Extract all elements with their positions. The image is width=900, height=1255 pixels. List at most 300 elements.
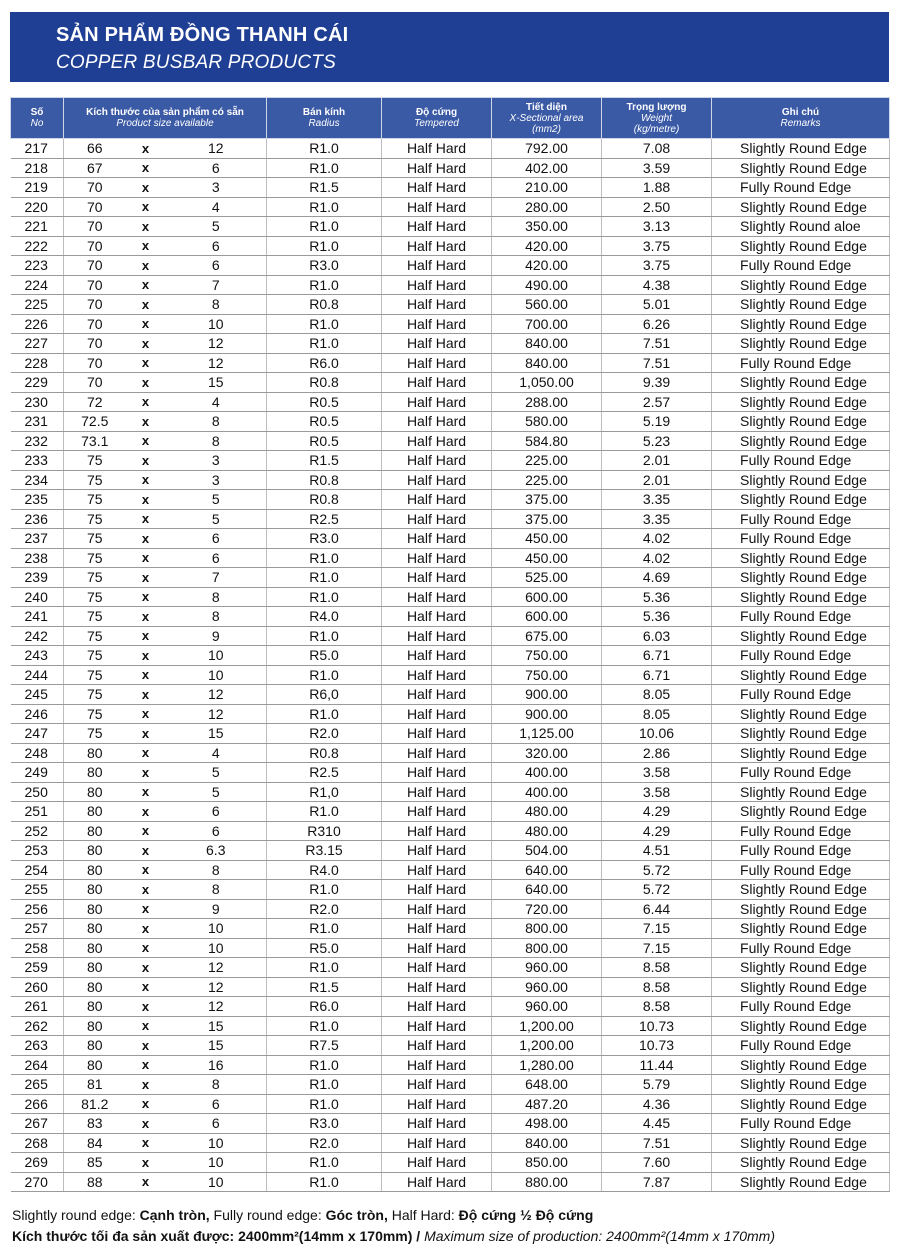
radius-value: R0.5 <box>267 412 382 432</box>
row-number: 265 <box>11 1075 64 1095</box>
weight-value: 8.05 <box>602 685 712 705</box>
area-value: 487.20 <box>492 1094 602 1114</box>
radius-value: R1.0 <box>267 548 382 568</box>
tempered-value: Half Hard <box>382 256 492 276</box>
area-value: 320.00 <box>492 743 602 763</box>
area-value: 490.00 <box>492 275 602 295</box>
size-width: 80 <box>64 977 126 997</box>
size-thickness: 15 <box>166 1016 267 1036</box>
tempered-value: Half Hard <box>382 977 492 997</box>
size-times-sign: x <box>126 392 166 412</box>
size-width: 83 <box>64 1114 126 1134</box>
weight-value: 5.79 <box>602 1075 712 1095</box>
title-banner <box>10 12 889 82</box>
area-value: 720.00 <box>492 899 602 919</box>
size-width: 80 <box>64 743 126 763</box>
area-value: 960.00 <box>492 977 602 997</box>
area-value: 840.00 <box>492 353 602 373</box>
table-row <box>11 724 890 744</box>
footnote-segment: Độ cứng ½ Độ cứng <box>458 1207 594 1223</box>
table-row <box>11 899 890 919</box>
size-times-sign: x <box>126 821 166 841</box>
size-thickness: 7 <box>166 275 267 295</box>
weight-value: 10.06 <box>602 724 712 744</box>
weight-value: 4.51 <box>602 841 712 861</box>
row-number: 259 <box>11 958 64 978</box>
table-row <box>11 275 890 295</box>
size-times-sign: x <box>126 997 166 1017</box>
size-width: 67 <box>64 158 126 178</box>
footnote-segment: Fully round edge: <box>209 1207 326 1223</box>
table-row <box>11 1075 890 1095</box>
size-thickness: 16 <box>166 1055 267 1075</box>
remarks-value: Fully Round Edge <box>712 1036 890 1056</box>
weight-value: 7.60 <box>602 1153 712 1173</box>
remarks-value: Fully Round Edge <box>712 178 890 198</box>
tempered-value: Half Hard <box>382 1133 492 1153</box>
size-thickness: 12 <box>166 353 267 373</box>
radius-value: R1.0 <box>267 919 382 939</box>
size-width: 72.5 <box>64 412 126 432</box>
table-row <box>11 880 890 900</box>
tempered-value: Half Hard <box>382 724 492 744</box>
size-thickness: 12 <box>166 334 267 354</box>
row-number: 231 <box>11 412 64 432</box>
weight-value: 8.58 <box>602 958 712 978</box>
row-number: 244 <box>11 665 64 685</box>
remarks-value: Slightly Round Edge <box>712 470 890 490</box>
col-header-no: Số No <box>11 98 64 139</box>
size-width: 75 <box>64 509 126 529</box>
size-times-sign: x <box>126 1172 166 1192</box>
radius-value: R0.8 <box>267 743 382 763</box>
radius-value: R1.0 <box>267 665 382 685</box>
radius-value: R0.5 <box>267 392 382 412</box>
row-number: 228 <box>11 353 64 373</box>
weight-value: 5.72 <box>602 880 712 900</box>
size-width: 80 <box>64 782 126 802</box>
product-table <box>10 97 890 1192</box>
radius-value: R2.5 <box>267 763 382 783</box>
area-value: 450.00 <box>492 548 602 568</box>
size-times-sign: x <box>126 431 166 451</box>
size-times-sign: x <box>126 743 166 763</box>
remarks-value: Fully Round Edge <box>712 1114 890 1134</box>
weight-value: 4.69 <box>602 568 712 588</box>
tempered-value: Half Hard <box>382 470 492 490</box>
table-row <box>11 685 890 705</box>
size-thickness: 6.3 <box>166 841 267 861</box>
tempered-value: Half Hard <box>382 373 492 393</box>
size-times-sign: x <box>126 977 166 997</box>
row-number: 236 <box>11 509 64 529</box>
area-value: 900.00 <box>492 704 602 724</box>
size-thickness: 6 <box>166 802 267 822</box>
radius-value: R3.0 <box>267 529 382 549</box>
remarks-value: Fully Round Edge <box>712 353 890 373</box>
footnote-segment: Cạnh tròn, <box>139 1207 210 1223</box>
table-row <box>11 509 890 529</box>
radius-value: R6.0 <box>267 997 382 1017</box>
table-row <box>11 743 890 763</box>
remarks-value: Slightly Round Edge <box>712 431 890 451</box>
remarks-value: Slightly Round Edge <box>712 236 890 256</box>
table-row <box>11 1036 890 1056</box>
remarks-value: Fully Round Edge <box>712 821 890 841</box>
size-thickness: 15 <box>166 1036 267 1056</box>
size-thickness: 9 <box>166 899 267 919</box>
weight-value: 1.88 <box>602 178 712 198</box>
size-width: 80 <box>64 763 126 783</box>
tempered-value: Half Hard <box>382 1172 492 1192</box>
table-row <box>11 977 890 997</box>
table-row <box>11 782 890 802</box>
size-thickness: 12 <box>166 977 267 997</box>
table-row <box>11 470 890 490</box>
table-row <box>11 353 890 373</box>
remarks-value: Fully Round Edge <box>712 841 890 861</box>
size-width: 75 <box>64 704 126 724</box>
size-width: 81.2 <box>64 1094 126 1114</box>
row-number: 221 <box>11 217 64 237</box>
size-width: 85 <box>64 1153 126 1173</box>
size-thickness: 9 <box>166 626 267 646</box>
tempered-value: Half Hard <box>382 704 492 724</box>
size-times-sign: x <box>126 178 166 198</box>
size-thickness: 10 <box>166 665 267 685</box>
size-times-sign: x <box>126 1055 166 1075</box>
radius-value: R1.0 <box>267 802 382 822</box>
size-thickness: 10 <box>166 938 267 958</box>
area-value: 288.00 <box>492 392 602 412</box>
size-width: 70 <box>64 353 126 373</box>
tempered-value: Half Hard <box>382 353 492 373</box>
table-row <box>11 821 890 841</box>
row-number: 250 <box>11 782 64 802</box>
table-row <box>11 1016 890 1036</box>
area-value: 800.00 <box>492 919 602 939</box>
tempered-value: Half Hard <box>382 529 492 549</box>
radius-value: R0.8 <box>267 490 382 510</box>
row-number: 262 <box>11 1016 64 1036</box>
table-row <box>11 802 890 822</box>
area-value: 840.00 <box>492 1133 602 1153</box>
size-thickness: 3 <box>166 178 267 198</box>
size-times-sign: x <box>126 470 166 490</box>
size-thickness: 6 <box>166 256 267 276</box>
page-title-vietnamese: SẢN PHẨM ĐỒNG THANH CÁI <box>56 24 349 46</box>
table-row <box>11 412 890 432</box>
remarks-value: Slightly Round Edge <box>712 295 890 315</box>
radius-value: R1.0 <box>267 587 382 607</box>
area-value: 225.00 <box>492 451 602 471</box>
area-value: 400.00 <box>492 782 602 802</box>
tempered-value: Half Hard <box>382 1055 492 1075</box>
row-number: 238 <box>11 548 64 568</box>
table-row <box>11 607 890 627</box>
tempered-value: Half Hard <box>382 139 492 159</box>
weight-value: 6.71 <box>602 646 712 666</box>
weight-value: 4.29 <box>602 821 712 841</box>
remarks-value: Slightly Round Edge <box>712 919 890 939</box>
size-times-sign: x <box>126 568 166 588</box>
weight-value: 3.35 <box>602 509 712 529</box>
size-times-sign: x <box>126 958 166 978</box>
remarks-value: Slightly Round Edge <box>712 548 890 568</box>
size-times-sign: x <box>126 782 166 802</box>
row-number: 229 <box>11 373 64 393</box>
weight-value: 8.58 <box>602 977 712 997</box>
row-number: 253 <box>11 841 64 861</box>
size-thickness: 5 <box>166 217 267 237</box>
footnotes <box>12 1205 775 1247</box>
tempered-value: Half Hard <box>382 314 492 334</box>
size-thickness: 4 <box>166 392 267 412</box>
size-thickness: 4 <box>166 743 267 763</box>
remarks-value: Fully Round Edge <box>712 509 890 529</box>
size-times-sign: x <box>126 646 166 666</box>
size-times-sign: x <box>126 1036 166 1056</box>
table-row <box>11 841 890 861</box>
remarks-value: Slightly Round Edge <box>712 665 890 685</box>
size-width: 66 <box>64 139 126 159</box>
remarks-value: Fully Round Edge <box>712 646 890 666</box>
size-times-sign: x <box>126 1016 166 1036</box>
table-row <box>11 529 890 549</box>
tempered-value: Half Hard <box>382 295 492 315</box>
tempered-value: Half Hard <box>382 548 492 568</box>
size-times-sign: x <box>126 1094 166 1114</box>
tempered-value: Half Hard <box>382 860 492 880</box>
radius-value: R1.0 <box>267 1055 382 1075</box>
table-row <box>11 919 890 939</box>
radius-value: R0.8 <box>267 295 382 315</box>
area-value: 840.00 <box>492 334 602 354</box>
weight-value: 3.13 <box>602 217 712 237</box>
size-width: 80 <box>64 919 126 939</box>
row-number: 224 <box>11 275 64 295</box>
weight-value: 2.57 <box>602 392 712 412</box>
remarks-value: Slightly Round Edge <box>712 626 890 646</box>
size-width: 80 <box>64 1055 126 1075</box>
area-value: 960.00 <box>492 997 602 1017</box>
row-number: 243 <box>11 646 64 666</box>
size-width: 75 <box>64 646 126 666</box>
remarks-value: Slightly Round aloe <box>712 217 890 237</box>
size-times-sign: x <box>126 197 166 217</box>
radius-value: R1.0 <box>267 1094 382 1114</box>
footnote-segment: Maximum size of production: 2400mm²(14mm x 170mm) <box>424 1228 775 1244</box>
area-value: 402.00 <box>492 158 602 178</box>
remarks-value: Fully Round Edge <box>712 860 890 880</box>
radius-value: R1.0 <box>267 1075 382 1095</box>
footnote-segment: Slightly round edge: <box>12 1207 140 1223</box>
size-thickness: 12 <box>166 704 267 724</box>
table-row <box>11 958 890 978</box>
radius-value: R1.0 <box>267 1153 382 1173</box>
footnote-segment: Kích thước tối đa sản xuất được: 2400mm²(14mm x 170mm) / <box>12 1228 425 1244</box>
row-number: 268 <box>11 1133 64 1153</box>
radius-value: R1.5 <box>267 977 382 997</box>
row-number: 217 <box>11 139 64 159</box>
area-value: 750.00 <box>492 646 602 666</box>
size-width: 80 <box>64 997 126 1017</box>
area-value: 675.00 <box>492 626 602 646</box>
remarks-value: Slightly Round Edge <box>712 314 890 334</box>
row-number: 222 <box>11 236 64 256</box>
tempered-value: Half Hard <box>382 509 492 529</box>
area-value: 792.00 <box>492 139 602 159</box>
size-thickness: 10 <box>166 1172 267 1192</box>
radius-value: R1.5 <box>267 178 382 198</box>
area-value: 960.00 <box>492 958 602 978</box>
area-value: 1,280.00 <box>492 1055 602 1075</box>
weight-value: 7.87 <box>602 1172 712 1192</box>
radius-value: R3.0 <box>267 1114 382 1134</box>
size-times-sign: x <box>126 938 166 958</box>
table-row <box>11 197 890 217</box>
area-value: 1,200.00 <box>492 1036 602 1056</box>
radius-value: R1.0 <box>267 236 382 256</box>
size-thickness: 3 <box>166 451 267 471</box>
remarks-value: Slightly Round Edge <box>712 724 890 744</box>
size-width: 75 <box>64 490 126 510</box>
table-row <box>11 1133 890 1153</box>
row-number: 225 <box>11 295 64 315</box>
size-thickness: 8 <box>166 587 267 607</box>
radius-value: R3.0 <box>267 256 382 276</box>
row-number: 267 <box>11 1114 64 1134</box>
size-times-sign: x <box>126 1133 166 1153</box>
table-row <box>11 1094 890 1114</box>
tempered-value: Half Hard <box>382 997 492 1017</box>
row-number: 245 <box>11 685 64 705</box>
area-value: 400.00 <box>492 763 602 783</box>
remarks-value: Slightly Round Edge <box>712 1075 890 1095</box>
size-width: 80 <box>64 880 126 900</box>
size-width: 70 <box>64 314 126 334</box>
tempered-value: Half Hard <box>382 451 492 471</box>
row-number: 249 <box>11 763 64 783</box>
remarks-value: Slightly Round Edge <box>712 412 890 432</box>
size-thickness: 6 <box>166 1114 267 1134</box>
row-number: 233 <box>11 451 64 471</box>
remarks-value: Fully Round Edge <box>712 685 890 705</box>
radius-value: R1.5 <box>267 451 382 471</box>
tempered-value: Half Hard <box>382 275 492 295</box>
tempered-value: Half Hard <box>382 685 492 705</box>
table-row <box>11 139 890 159</box>
row-number: 219 <box>11 178 64 198</box>
tempered-value: Half Hard <box>382 334 492 354</box>
weight-value: 4.02 <box>602 548 712 568</box>
area-value: 480.00 <box>492 821 602 841</box>
area-value: 525.00 <box>492 568 602 588</box>
size-thickness: 15 <box>166 373 267 393</box>
row-number: 234 <box>11 470 64 490</box>
table-row <box>11 314 890 334</box>
tempered-value: Half Hard <box>382 568 492 588</box>
size-times-sign: x <box>126 1153 166 1173</box>
radius-value: R0.5 <box>267 431 382 451</box>
radius-value: R1.0 <box>267 568 382 588</box>
remarks-value: Slightly Round Edge <box>712 802 890 822</box>
size-thickness: 5 <box>166 509 267 529</box>
table-row <box>11 626 890 646</box>
size-width: 75 <box>64 665 126 685</box>
row-number: 230 <box>11 392 64 412</box>
radius-value: R1,0 <box>267 782 382 802</box>
footnote-segment: Half Hard: <box>387 1207 459 1223</box>
size-thickness: 6 <box>166 158 267 178</box>
weight-value: 7.51 <box>602 334 712 354</box>
radius-value: R2.5 <box>267 509 382 529</box>
size-times-sign: x <box>126 704 166 724</box>
area-value: 1,125.00 <box>492 724 602 744</box>
tempered-value: Half Hard <box>382 958 492 978</box>
col-header-size: Kích thước của sản phẩm có sẵn Product size available <box>64 98 267 139</box>
tempered-value: Half Hard <box>382 217 492 237</box>
row-number: 257 <box>11 919 64 939</box>
row-number: 263 <box>11 1036 64 1056</box>
weight-value: 2.50 <box>602 197 712 217</box>
radius-value: R310 <box>267 821 382 841</box>
size-times-sign: x <box>126 607 166 627</box>
size-thickness: 8 <box>166 295 267 315</box>
size-width: 75 <box>64 568 126 588</box>
weight-value: 11.44 <box>602 1055 712 1075</box>
remarks-value: Slightly Round Edge <box>712 158 890 178</box>
radius-value: R0.8 <box>267 470 382 490</box>
size-thickness: 12 <box>166 997 267 1017</box>
weight-value: 7.15 <box>602 938 712 958</box>
radius-value: R1.0 <box>267 1172 382 1192</box>
weight-value: 7.51 <box>602 353 712 373</box>
row-number: 239 <box>11 568 64 588</box>
radius-value: R2.0 <box>267 899 382 919</box>
row-number: 260 <box>11 977 64 997</box>
table-row <box>11 568 890 588</box>
footnote-segment: Góc tròn, <box>325 1207 388 1223</box>
weight-value: 3.35 <box>602 490 712 510</box>
remarks-value: Slightly Round Edge <box>712 1153 890 1173</box>
area-value: 280.00 <box>492 197 602 217</box>
radius-value: R1.0 <box>267 1016 382 1036</box>
area-value: 210.00 <box>492 178 602 198</box>
tempered-value: Half Hard <box>382 802 492 822</box>
size-times-sign: x <box>126 509 166 529</box>
table-row <box>11 1114 890 1134</box>
table-row <box>11 236 890 256</box>
row-number: 223 <box>11 256 64 276</box>
size-thickness: 5 <box>166 763 267 783</box>
tempered-value: Half Hard <box>382 392 492 412</box>
remarks-value: Fully Round Edge <box>712 607 890 627</box>
remarks-value: Slightly Round Edge <box>712 197 890 217</box>
tempered-value: Half Hard <box>382 158 492 178</box>
area-value: 375.00 <box>492 509 602 529</box>
row-number: 247 <box>11 724 64 744</box>
remarks-value: Slightly Round Edge <box>712 1016 890 1036</box>
radius-value: R1.0 <box>267 880 382 900</box>
footnote-legend <box>12 1205 775 1226</box>
size-thickness: 8 <box>166 607 267 627</box>
size-width: 72 <box>64 392 126 412</box>
remarks-value: Slightly Round Edge <box>712 743 890 763</box>
row-number: 266 <box>11 1094 64 1114</box>
size-thickness: 12 <box>166 685 267 705</box>
table-row <box>11 587 890 607</box>
